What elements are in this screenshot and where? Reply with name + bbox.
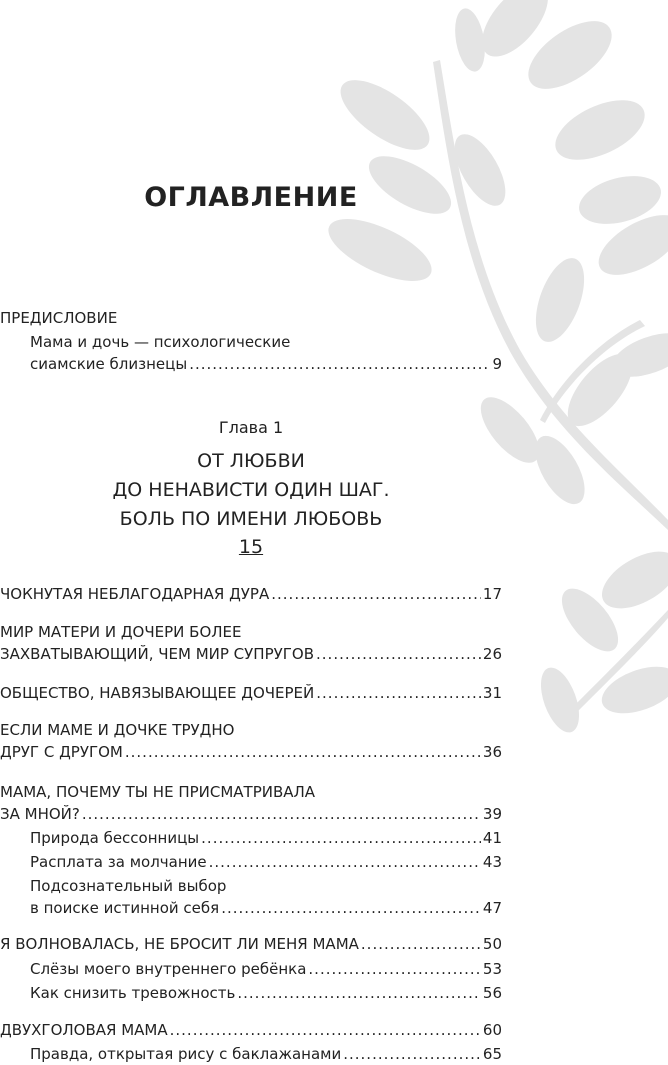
toc-entry[interactable] — [0, 933, 502, 955]
toc-page-number: 53 — [482, 960, 502, 978]
toc-page-number: 9 — [492, 355, 502, 373]
toc-entry-text: ЧОКНУТАЯ НЕБЛАГОДАРНАЯ ДУРА — [0, 585, 270, 603]
chapter-page-link[interactable]: 15 — [238, 536, 264, 558]
toc-entry-text: ДРУГ С ДРУГОМ — [0, 743, 123, 761]
toc-page-number: 31 — [482, 684, 502, 702]
toc-entry-text: МАМА, ПОЧЕМУ ТЫ НЕ ПРИСМАТРИВАЛА — [0, 783, 316, 801]
dot-leader — [316, 643, 481, 665]
toc-page-number: 56 — [482, 984, 502, 1002]
toc-entry[interactable] — [0, 621, 502, 665]
toc-entry-text: ДВУХГОЛОВАЯ МАМА — [0, 1021, 168, 1039]
chapter-label: Глава 1 — [218, 418, 284, 437]
toc-entry-text: Я ВОЛНОВАЛАСЬ, НЕ БРОСИТ ЛИ МЕНЯ МАМА — [0, 935, 359, 953]
toc-entry-text: МИР МАТЕРИ И ДОЧЕРИ БОЛЕЕ — [0, 623, 242, 641]
toc-entry[interactable] — [0, 583, 502, 605]
toc-subentry[interactable] — [30, 982, 502, 1004]
toc-subentry[interactable] — [30, 958, 502, 980]
toc-entry[interactable] — [0, 719, 502, 763]
dot-leader — [361, 933, 481, 955]
toc-page-number: 65 — [482, 1045, 502, 1063]
toc-preface-item[interactable] — [30, 331, 502, 375]
dot-leader — [237, 982, 481, 1004]
toc-entry-text: ЕСЛИ МАМЕ И ДОЧКЕ ТРУДНО — [0, 721, 235, 739]
dot-leader — [271, 583, 481, 605]
dot-leader — [316, 682, 481, 704]
dot-leader — [82, 803, 481, 825]
toc-entry-text: ОБЩЕСТВО, НАВЯЗЫВАЮЩЕЕ ДОЧЕРЕЙ — [0, 684, 315, 702]
dot-leader — [189, 353, 490, 375]
dot-leader — [125, 741, 481, 763]
toc-entry[interactable] — [0, 1019, 502, 1041]
toc-entry-text: Мама и дочь — психологические — [30, 333, 291, 351]
chapter-title-line: ДО НЕНАВИСТИ ОДИН ШАГ. — [112, 479, 390, 501]
toc-page-number: 26 — [482, 645, 502, 663]
toc-page-number: 39 — [482, 805, 502, 823]
toc-subentry[interactable] — [30, 875, 502, 919]
chapter-page-number[interactable] — [0, 534, 502, 560]
toc-entry-text: Расплата за молчание — [30, 853, 207, 871]
toc-entry-text: ЗА МНОЙ? — [0, 805, 80, 823]
toc-entry-text: в поиске истинной себя — [30, 899, 220, 917]
toc-entry-text: ПРЕДИСЛОВИЕ — [0, 309, 118, 327]
toc-entry-text: Правда, открытая рису с баклажанами — [30, 1045, 342, 1063]
chapter-title-line: ОТ ЛЮБВИ — [197, 450, 305, 472]
dot-leader — [343, 1043, 481, 1065]
toc-page-number: 17 — [482, 585, 502, 603]
dot-leader — [308, 958, 481, 980]
chapter-title — [0, 447, 502, 534]
toc-page-number: 41 — [482, 829, 502, 847]
toc-entry-text: Подсознательный выбор — [30, 877, 227, 895]
toc-entry-text: сиамские близнецы — [30, 355, 188, 373]
chapter-title-line: БОЛЬ ПО ИМЕНИ ЛЮБОВЬ — [119, 508, 383, 530]
toc-entry[interactable] — [0, 682, 502, 704]
toc-page-number: 43 — [482, 853, 502, 871]
toc-preface-heading[interactable] — [0, 307, 502, 329]
toc-entry-text: Как снизить тревожность — [30, 984, 236, 1002]
dot-leader — [209, 851, 481, 873]
toc-page-number: 47 — [482, 899, 502, 917]
toc-page-number: 60 — [482, 1021, 502, 1039]
dot-leader — [170, 1019, 481, 1041]
toc-subentry[interactable] — [30, 851, 502, 873]
toc-page-number: 50 — [482, 935, 502, 953]
toc-subentry[interactable] — [30, 1043, 502, 1065]
toc-entry-text: Слёзы моего внутреннего ребёнка — [30, 960, 307, 978]
toc-page-number: 36 — [482, 743, 502, 761]
dot-leader — [201, 827, 481, 849]
dot-leader — [221, 897, 481, 919]
toc-subentry[interactable] — [30, 827, 502, 849]
toc-entry-text: Природа бессонницы — [30, 829, 200, 847]
toc-entry-text: ЗАХВАТЫВАЮЩИЙ, ЧЕМ МИР СУПРУГОВ — [0, 645, 315, 663]
toc-entry[interactable] — [0, 781, 502, 825]
page-title: ОГЛАВЛЕНИЕ — [144, 182, 358, 213]
